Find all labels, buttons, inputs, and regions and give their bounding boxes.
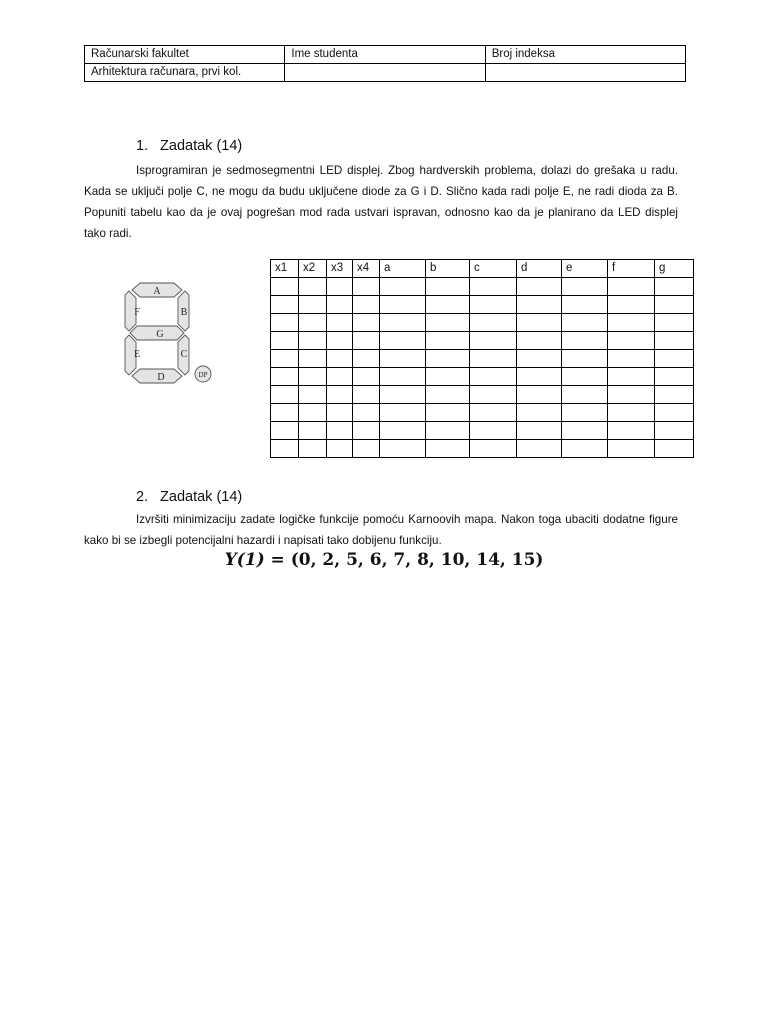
table-cell — [655, 440, 694, 458]
table-row — [271, 350, 694, 368]
table-cell — [327, 332, 353, 350]
truth-table-body — [271, 278, 694, 458]
table-row — [271, 332, 694, 350]
task1-title: Zadatak (14) — [160, 138, 243, 154]
table-cell — [271, 368, 299, 386]
table-cell — [380, 404, 426, 422]
table-cell — [327, 422, 353, 440]
table-cell — [655, 404, 694, 422]
table-cell — [426, 332, 470, 350]
header-row-1 — [85, 46, 686, 64]
table-cell — [327, 314, 353, 332]
table-cell — [517, 350, 562, 368]
table-cell — [470, 296, 517, 314]
table-cell — [470, 386, 517, 404]
table-cell — [426, 314, 470, 332]
task2-title: Zadatak (14) — [160, 489, 243, 505]
table-cell — [608, 440, 655, 458]
table-cell — [380, 314, 426, 332]
table-row — [271, 368, 694, 386]
table-cell — [655, 296, 694, 314]
table-cell — [562, 386, 608, 404]
table-cell — [608, 404, 655, 422]
table-cell — [655, 314, 694, 332]
label-e: E — [133, 349, 141, 360]
table-cell — [470, 404, 517, 422]
truth-table-header — [271, 260, 694, 278]
table-cell — [271, 332, 299, 350]
table-cell — [271, 404, 299, 422]
table-cell — [517, 296, 562, 314]
table-cell — [380, 350, 426, 368]
table-cell — [299, 386, 327, 404]
seven-segment-diagram — [122, 276, 218, 388]
faculty-cell: Računarski fakultet — [85, 46, 285, 64]
logic-function-formula — [0, 550, 768, 570]
table-cell — [353, 368, 380, 386]
col-g: g — [655, 260, 694, 278]
table-row — [271, 404, 694, 422]
table-cell — [271, 440, 299, 458]
table-cell — [299, 332, 327, 350]
table-cell — [608, 278, 655, 296]
table-cell — [562, 404, 608, 422]
table-cell — [353, 278, 380, 296]
table-cell — [608, 422, 655, 440]
table-cell — [380, 368, 426, 386]
col-x1: x1 — [271, 260, 299, 278]
table-cell — [380, 332, 426, 350]
index-number-field — [485, 64, 685, 82]
table-cell — [426, 296, 470, 314]
col-d: d — [517, 260, 562, 278]
col-x3: x3 — [327, 260, 353, 278]
table-cell — [517, 368, 562, 386]
col-f: f — [608, 260, 655, 278]
label-a: A — [153, 286, 161, 297]
table-cell — [353, 386, 380, 404]
col-a: a — [380, 260, 426, 278]
table-cell — [327, 350, 353, 368]
table-cell — [353, 440, 380, 458]
table-row — [271, 278, 694, 296]
table-cell — [608, 368, 655, 386]
label-f: F — [134, 307, 140, 318]
table-cell — [655, 332, 694, 350]
table-cell — [655, 350, 694, 368]
table-cell — [655, 386, 694, 404]
seven-segment-svg — [122, 276, 218, 388]
table-cell — [470, 332, 517, 350]
table-cell — [353, 332, 380, 350]
student-name-field — [285, 64, 485, 82]
table-cell — [353, 422, 380, 440]
task2-text: Izvršiti minimizaciju zadate logičke funkcije pomoću Karnoovih mapa. Nakon toga ubaciti dodatne figure kako bi se izbegli potencijalni hazardi i napisati tako dobijenu funkciju. — [84, 513, 678, 547]
table-cell — [517, 386, 562, 404]
table-cell — [655, 368, 694, 386]
table-cell — [327, 404, 353, 422]
label-b: B — [180, 307, 188, 318]
table-cell — [608, 350, 655, 368]
table-cell — [470, 350, 517, 368]
formula-lhs: Y(1) — [224, 550, 265, 570]
table-cell — [470, 422, 517, 440]
formula-rhs: = (0, 2, 5, 6, 7, 8, 10, 14, 15) — [270, 550, 544, 570]
truth-table — [270, 259, 694, 458]
table-cell — [327, 386, 353, 404]
table-row — [271, 314, 694, 332]
table-cell — [299, 368, 327, 386]
table-row — [271, 440, 694, 458]
table-cell — [299, 314, 327, 332]
label-d: D — [157, 372, 165, 383]
table-cell — [517, 404, 562, 422]
label-g: G — [156, 329, 164, 340]
table-cell — [271, 386, 299, 404]
task1-heading — [136, 138, 242, 154]
table-cell — [426, 422, 470, 440]
table-cell — [353, 404, 380, 422]
table-cell — [353, 314, 380, 332]
table-cell — [299, 440, 327, 458]
task1-number: 1. — [136, 138, 149, 154]
table-cell — [380, 278, 426, 296]
table-cell — [517, 440, 562, 458]
index-number-cell: Broj indeksa — [485, 46, 685, 64]
table-cell — [299, 422, 327, 440]
table-cell — [380, 296, 426, 314]
table-cell — [327, 278, 353, 296]
table-cell — [271, 296, 299, 314]
table-row — [271, 386, 694, 404]
table-cell — [426, 440, 470, 458]
table-cell — [327, 296, 353, 314]
table-cell — [562, 314, 608, 332]
header-row-2 — [85, 64, 686, 82]
table-cell — [353, 350, 380, 368]
table-cell — [426, 368, 470, 386]
table-cell — [517, 314, 562, 332]
table-cell — [655, 278, 694, 296]
table-cell — [562, 332, 608, 350]
col-x2: x2 — [299, 260, 327, 278]
table-cell — [327, 440, 353, 458]
task1-text: Isprogramiran je sedmosegmentni LED displej. Zbog hardverskih problema, dolazi do grešaka u radu. Kada se uključi polje C, ne mogu da budu uključene diode za G i D. Slično kada radi polje E, ne radi dioda za B. Popuniti tabelu kao da je ovaj pogrešan mod rada ustvari ispravan, odnosno kao da je planirano da LED displej tako radi. — [84, 164, 678, 240]
table-cell — [517, 278, 562, 296]
table-cell — [562, 440, 608, 458]
col-c: c — [470, 260, 517, 278]
table-cell — [299, 278, 327, 296]
table-cell — [353, 296, 380, 314]
table-cell — [271, 350, 299, 368]
table-cell — [426, 278, 470, 296]
table-cell — [299, 296, 327, 314]
course-cell: Arhitektura računara, prvi kol. — [85, 64, 285, 82]
header-table — [84, 45, 686, 82]
table-cell — [562, 368, 608, 386]
student-name-cell: Ime studenta — [285, 46, 485, 64]
table-cell — [562, 296, 608, 314]
col-b: b — [426, 260, 470, 278]
table-cell — [608, 296, 655, 314]
table-cell — [470, 278, 517, 296]
table-cell — [299, 404, 327, 422]
col-x4: x4 — [353, 260, 380, 278]
label-dp: DP — [198, 371, 208, 379]
col-e: e — [562, 260, 608, 278]
table-row — [271, 422, 694, 440]
table-cell — [608, 314, 655, 332]
table-cell — [380, 422, 426, 440]
table-cell — [271, 422, 299, 440]
table-cell — [562, 278, 608, 296]
task2-heading — [136, 489, 242, 505]
table-cell — [380, 386, 426, 404]
task2-number: 2. — [136, 489, 149, 505]
table-cell — [562, 350, 608, 368]
table-cell — [562, 422, 608, 440]
table-cell — [271, 314, 299, 332]
table-cell — [608, 386, 655, 404]
table-cell — [299, 350, 327, 368]
table-cell — [380, 440, 426, 458]
table-cell — [426, 386, 470, 404]
table-cell — [608, 332, 655, 350]
table-cell — [470, 440, 517, 458]
table-cell — [426, 350, 470, 368]
table-cell — [655, 422, 694, 440]
table-cell — [327, 368, 353, 386]
table-cell — [426, 404, 470, 422]
label-c: C — [180, 349, 188, 360]
table-cell — [470, 368, 517, 386]
table-cell — [470, 314, 517, 332]
table-row — [271, 296, 694, 314]
table-cell — [271, 278, 299, 296]
table-cell — [517, 332, 562, 350]
table-cell — [517, 422, 562, 440]
